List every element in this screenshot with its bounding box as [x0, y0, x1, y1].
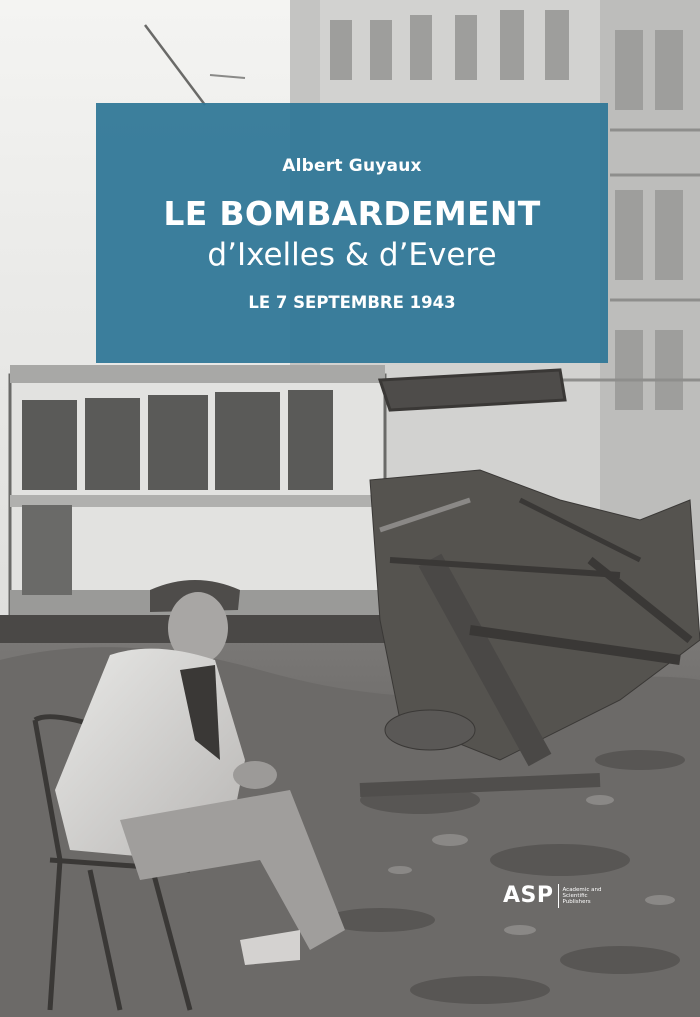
publisher-mark: ASP	[503, 884, 559, 908]
book-title: LE BOMBARDEMENT	[163, 194, 541, 233]
author-name: Albert Guyaux	[282, 156, 422, 176]
publisher-logo	[503, 881, 605, 911]
book-subtitle: d’Ixelles & d’Evere	[207, 237, 497, 273]
book-date: LE 7 SEPTEMBRE 1943	[248, 293, 456, 312]
title-panel	[96, 103, 608, 363]
publisher-name: Academic and Scientific Publishers	[562, 887, 602, 905]
